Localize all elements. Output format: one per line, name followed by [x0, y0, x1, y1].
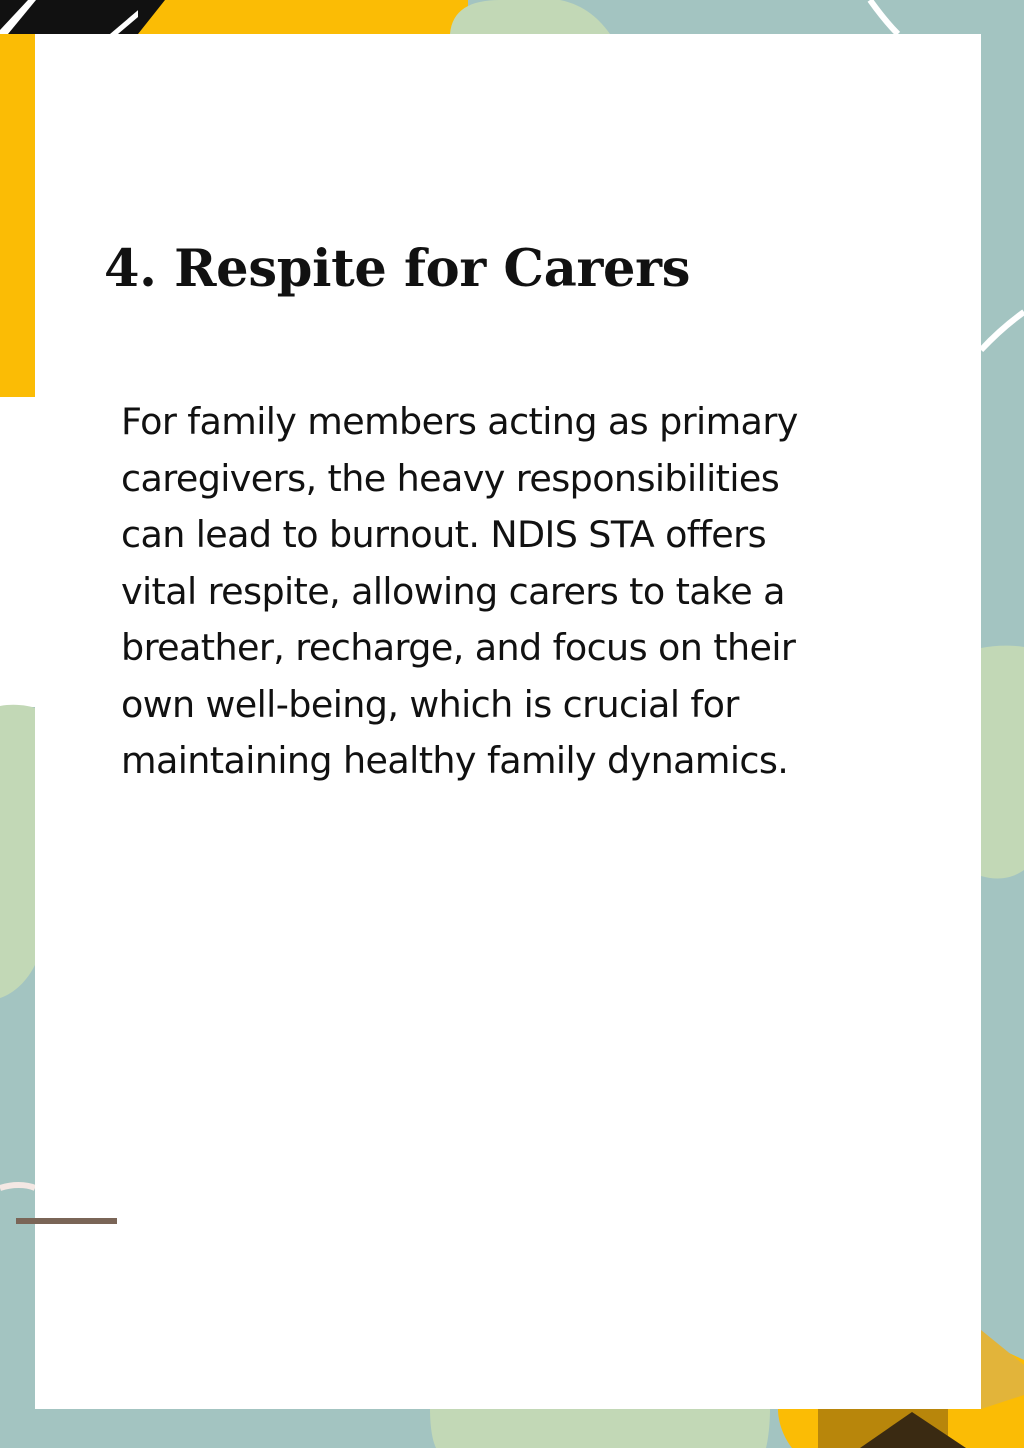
white-curve-left-bottom: [0, 1185, 35, 1188]
body-line: vital respite, allowing carers to take a: [121, 569, 785, 613]
body-line: breather, recharge, and focus on their: [121, 626, 796, 669]
body-paragraph: [121, 394, 911, 790]
sage-blob-left: [0, 705, 35, 998]
white-left-area: [0, 397, 35, 707]
page-title: 4. Respite for Carers: [104, 239, 691, 299]
mustard-left-bar: [0, 34, 35, 397]
mustard-top-band: [138, 0, 468, 34]
sage-blob-bottom: [430, 1409, 770, 1448]
body-line: caregivers, the heavy responsibilities: [121, 456, 780, 500]
body-line: For family members acting as primary: [121, 400, 798, 443]
accent-divider-line: [16, 1218, 117, 1224]
body-line: own well-being, which is crucial for: [121, 682, 739, 726]
body-line: can lead to burnout. NDIS STA offers: [121, 513, 766, 556]
body-line: maintaining healthy family dynamics.: [121, 739, 789, 782]
sage-blob-right: [981, 646, 1024, 879]
